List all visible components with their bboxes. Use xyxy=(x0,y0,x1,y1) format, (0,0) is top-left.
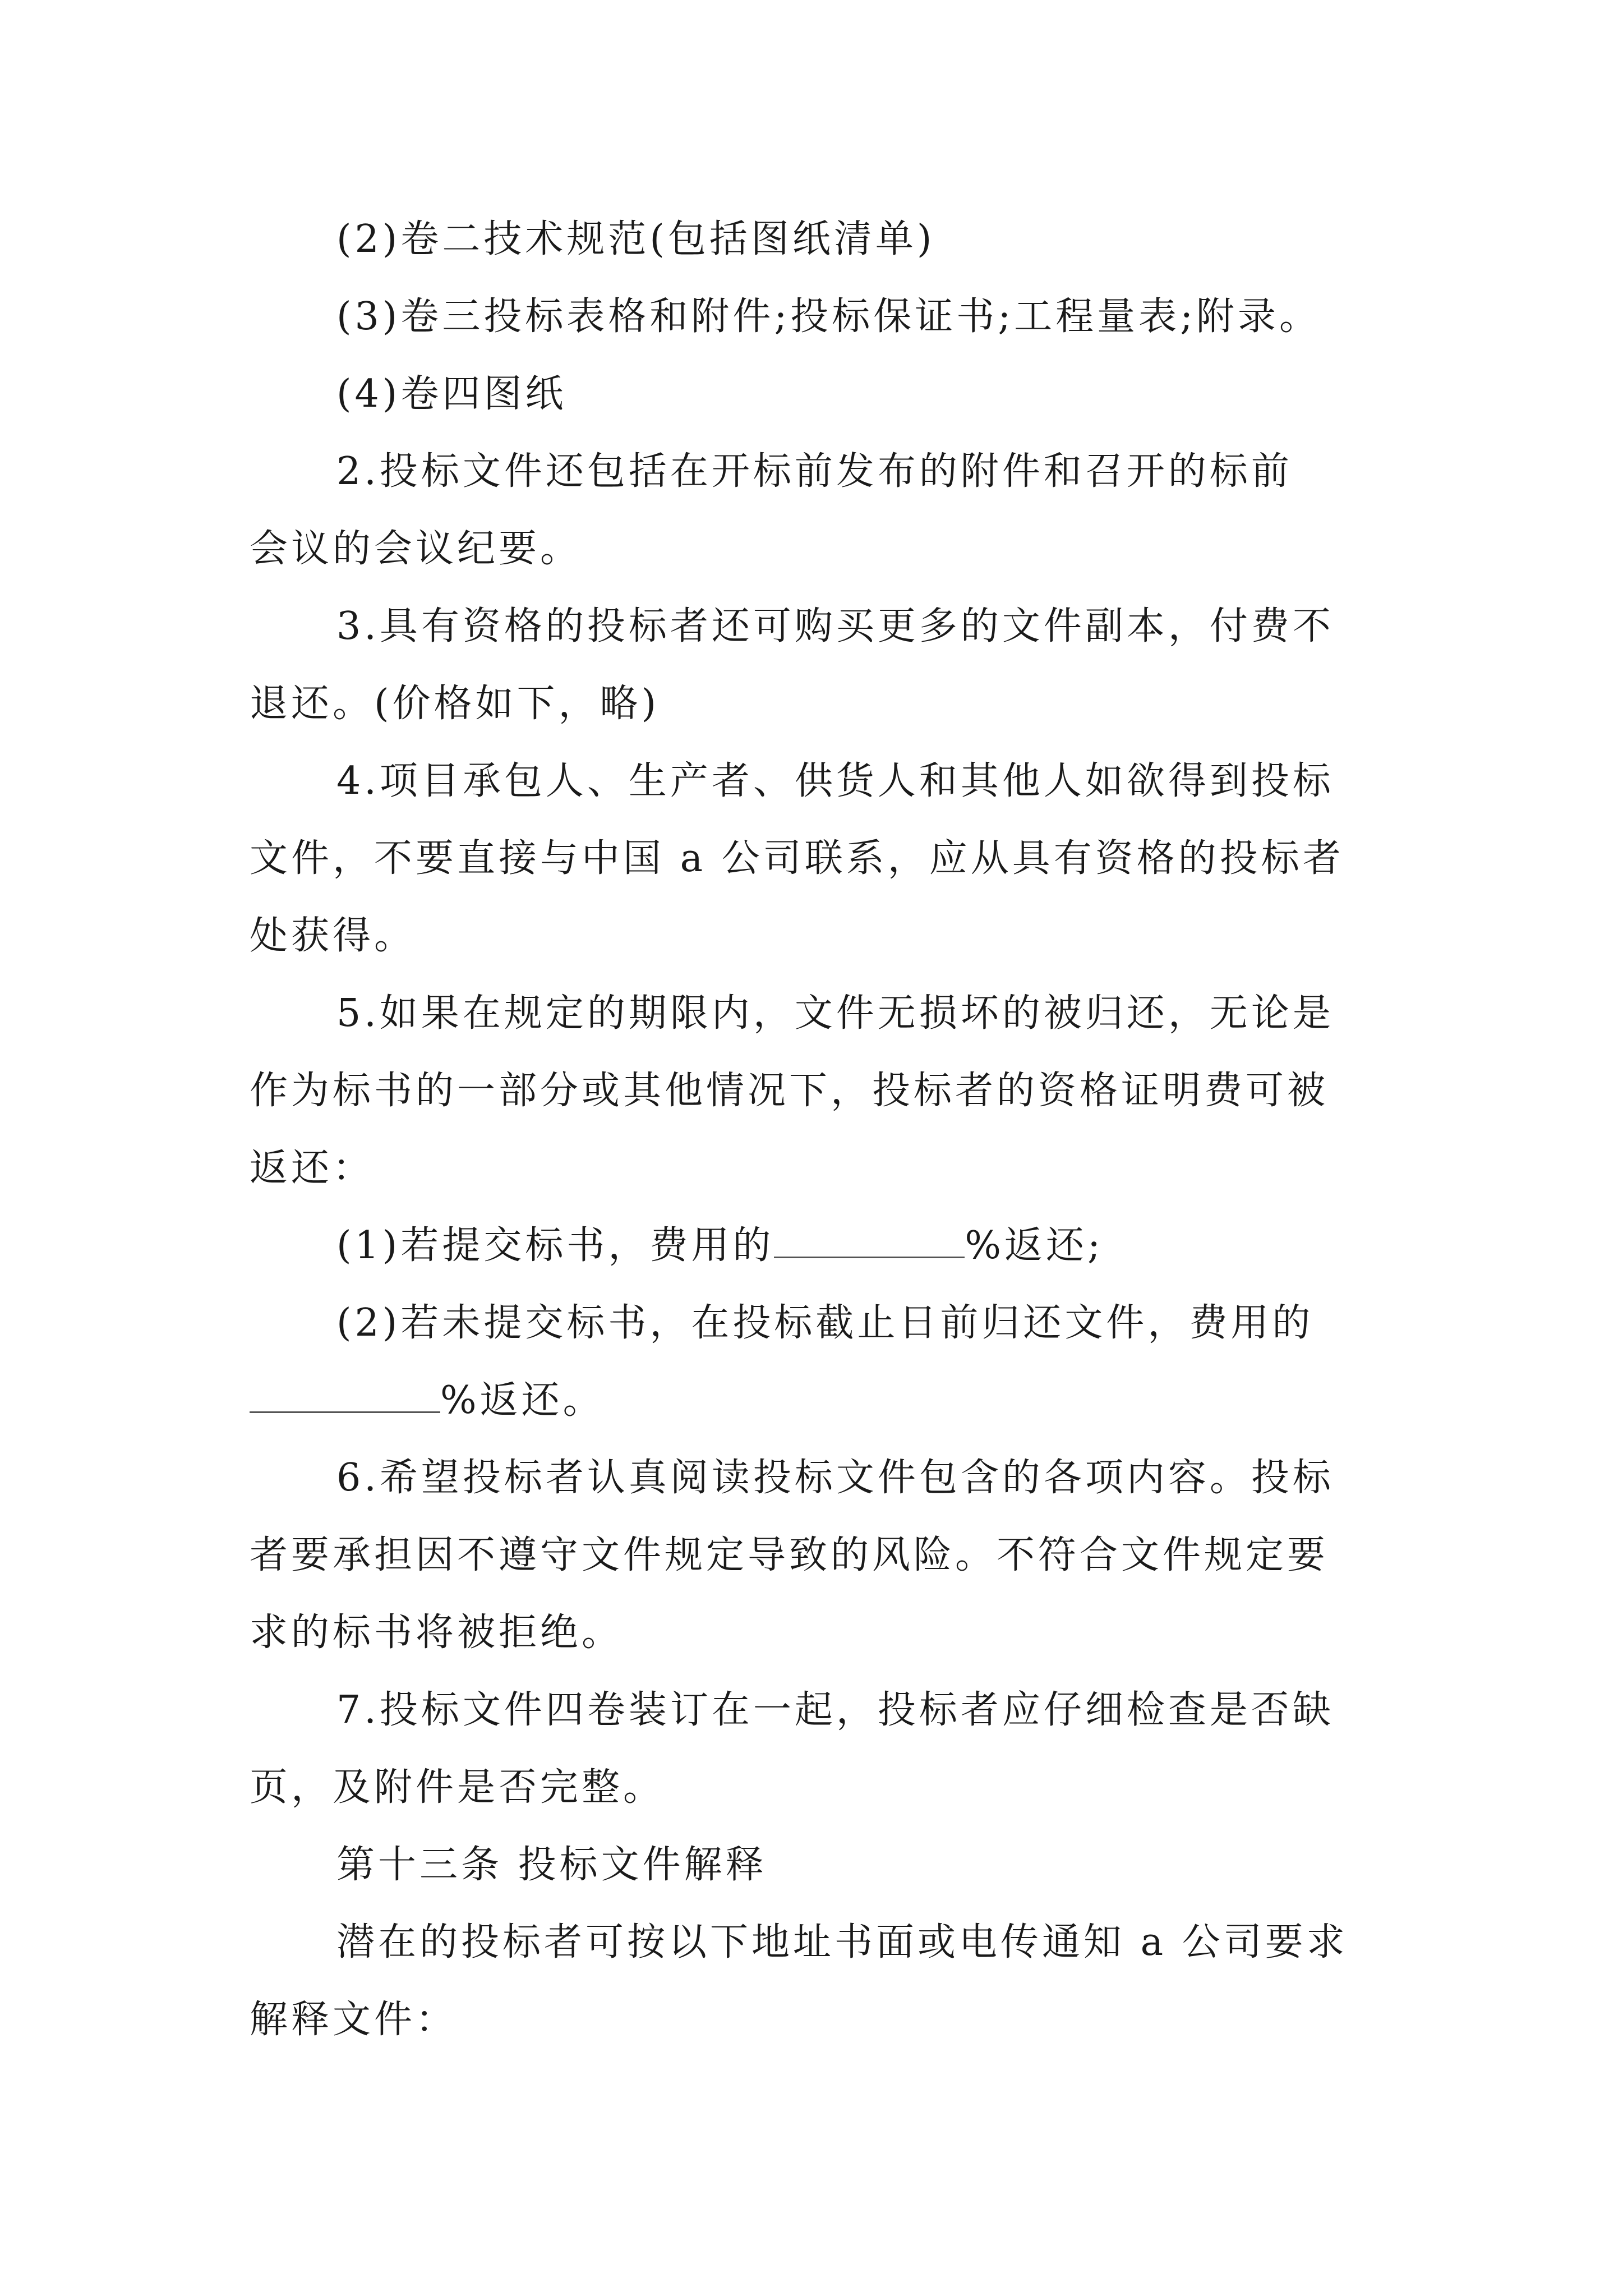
paragraph-4-line-2: 文件，不要直接与中国 a 公司联系，应从具有资格的投标者 xyxy=(250,836,1344,881)
fill-blank-1 xyxy=(774,1223,965,1258)
interpretation-line-2: 解释文件： xyxy=(250,1998,458,2042)
item-volume-two: (2)卷二技术规范(包括图纸清单) xyxy=(336,217,935,261)
paragraph-4-line-1: 4.项目承包人、生产者、供货人和其他人如欲得到投标 xyxy=(336,759,1334,803)
item-volume-three: (3)卷三投标表格和附件;投标保证书;工程量表;附录。 xyxy=(336,295,1321,339)
refund-item-2-suffix: %返还。 xyxy=(440,1378,605,1423)
paragraph-2-line-2: 会议的会议纪要。 xyxy=(250,527,582,571)
paragraph-6-line-3: 求的标书将被拒绝。 xyxy=(250,1611,624,1655)
refund-item-1-text: (1)若提交标书，费用的 xyxy=(336,1223,774,1268)
fill-blank-2 xyxy=(250,1378,440,1413)
article-13-heading: 第十三条 投标文件解释 xyxy=(336,1843,767,1887)
interpretation-line-1: 潜在的投标者可按以下地址书面或电传通知 a 公司要求 xyxy=(336,1920,1348,1964)
refund-item-1-suffix: %返还; xyxy=(965,1223,1104,1268)
refund-item-1 xyxy=(336,1215,1104,1277)
paragraph-5-line-2: 作为标书的一部分或其他情况下，投标者的资格证明费可被 xyxy=(250,1069,1329,1113)
paragraph-7-line-1: 7.投标文件四卷装订在一起，投标者应仔细检查是否缺 xyxy=(336,1688,1334,1732)
item-volume-four: (4)卷四图纸 xyxy=(336,372,567,416)
paragraph-5-line-1: 5.如果在规定的期限内，文件无损坏的被归还，无论是 xyxy=(336,991,1334,1036)
paragraph-3-line-2: 退还。(价格如下，略) xyxy=(250,682,660,726)
paragraph-2-line-1: 2.投标文件还包括在开标前发布的附件和召开的标前 xyxy=(336,449,1293,494)
paragraph-7-line-2: 页，及附件是否完整。 xyxy=(250,1765,665,1810)
paragraph-3-line-1: 3.具有资格的投标者还可购买更多的文件副本，付费不 xyxy=(336,604,1334,648)
paragraph-5-line-3: 返还： xyxy=(250,1146,375,1190)
refund-item-2-line-2 xyxy=(250,1370,605,1432)
refund-item-2-line-1: (2)若未提交标书，在投标截止日前归还文件，费用的 xyxy=(336,1301,1314,1345)
paragraph-6-line-1: 6.希望投标者认真阅读投标文件包含的各项内容。投标 xyxy=(336,1456,1334,1500)
paragraph-4-line-3: 处获得。 xyxy=(250,914,416,958)
paragraph-6-line-2: 者要承担因不遵守文件规定导致的风险。不符合文件规定要 xyxy=(250,1533,1329,1577)
